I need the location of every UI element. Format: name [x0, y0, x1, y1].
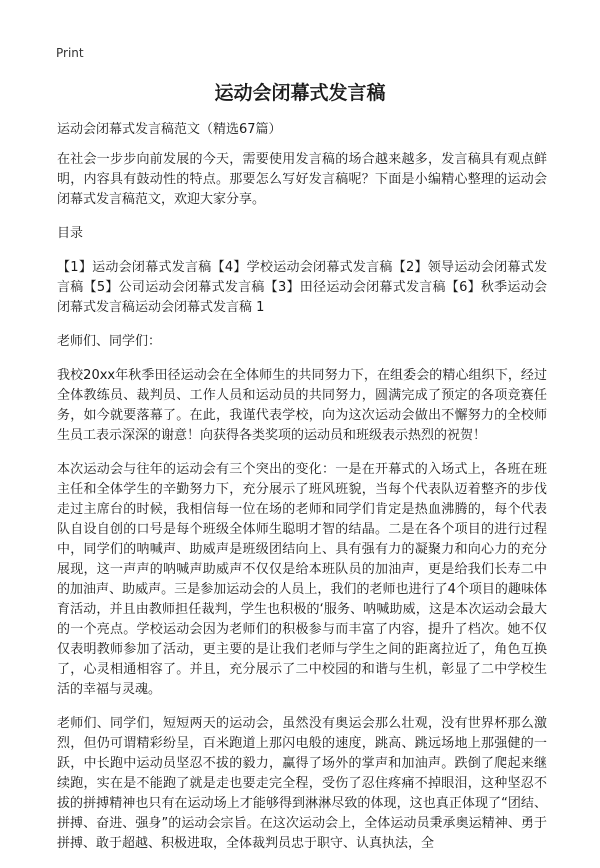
document-body	[57, 120, 547, 868]
toc-heading: 目录	[57, 226, 84, 241]
greeting: 老师们、同学们：	[57, 334, 162, 349]
body-paragraph-1: 我校20xx年秋季田径运动会在全体师生的共同努力下，在组委会的精心组织下，经过全体教练员、裁判员、工作人员和运动员的共同努力，圆满完成了预定的各项竞赛任务，如今就要落幕了。在此，我谨代表学校，向为这次运动会做出不懈努力的全校师生员工表示深深的谢意！向获得各类奖项的运动员和班级表示热烈的祝贺！	[57, 368, 547, 443]
body-paragraph-2: 本次运动会与往年的运动会有三个突出的变化：一是在开幕式的入场式上，各班在班主任和全体学生的辛勤努力下，充分展示了班风班貌，当每个代表队迈着整齐的步伐走过主席台的时候，我相信每一位在场的老师和同学们肯定是热血沸腾的，每个代表队自设自创的口号是每个班级全体师生聪明才智的结晶。二是在各个项目的进行过程中，同学们的呐喊声、助威声是班级团结向上、具有强有力的凝聚力和向心力的充分展现，这一声声的呐喊声助威声不仅仅是给本班队员的加油声，更是给我们长寿二中的加油声、助威声。三是参加运动会的人员上，我们的老师也进行了4个项目的趣味体育活动，并且由教师担任裁判，学生也积极的‘服务、呐喊助威，这是本次运动会最大的一个亮点。学校运动会因为老师们的积极参与而丰富了内容，提升了档次。她不仅仅表明教师参加了活动，更主要的是让我们老师与学生之间的距离拉近了，角色互换了，心灵相通相容了。并且，充分展示了二中校园的和谐与生机，彰显了二中学校生活的幸福与灵魂。	[57, 462, 547, 697]
document-title: 运动会闭幕式发言稿	[214, 82, 386, 104]
document-subtitle: 运动会闭幕式发言稿范文（精选67篇）	[57, 122, 282, 137]
toc-list: 【1】运动会闭幕式发言稿【4】学校运动会闭幕式发言稿【2】领导运动会闭幕式发言稿【5】公司运动会闭幕式发言稿【3】田径运动会闭幕式发言稿【6】秋季运动会闭幕式发言稿运动会闭幕式发言稿 1	[57, 260, 547, 315]
intro-paragraph: 在社会一步步向前发展的今天，需要使用发言稿的场合越来越多，发言稿具有观点鲜明，内容具有鼓动性的特点。那要怎么写好发言稿呢？下面是小编精心整理的运动会闭幕式发言稿范文，欢迎大家分享。	[57, 152, 547, 207]
print-label[interactable]: Print	[56, 46, 84, 60]
body-paragraph-3: 老师们、同学们，短短两天的运动会，虽然没有奥运会那么壮观，没有世界杯那么激烈，但仍可谓精彩纷呈，百米跑道上那闪电般的速度，跳高、跳远场地上那强健的一跃，中长跑中运动员坚忍不拔的毅力，赢得了场外的掌声和加油声。跌倒了爬起来继续跑，实在是不能跑了就是走也要走完全程，受伤了忍住疼痛不掉眼泪，这种坚忍不拔的拼搏精神也只有在运动场上才能够得到淋淋尽致的体现，这也真正体现了“团结、拼搏、奋进、强身”的运动会宗旨。在这次运动会上，全体运动员秉承奥运精神、勇于拼搏、敢于超越、积极进取，全体裁判员忠于职守、认真执法，全	[57, 716, 547, 851]
